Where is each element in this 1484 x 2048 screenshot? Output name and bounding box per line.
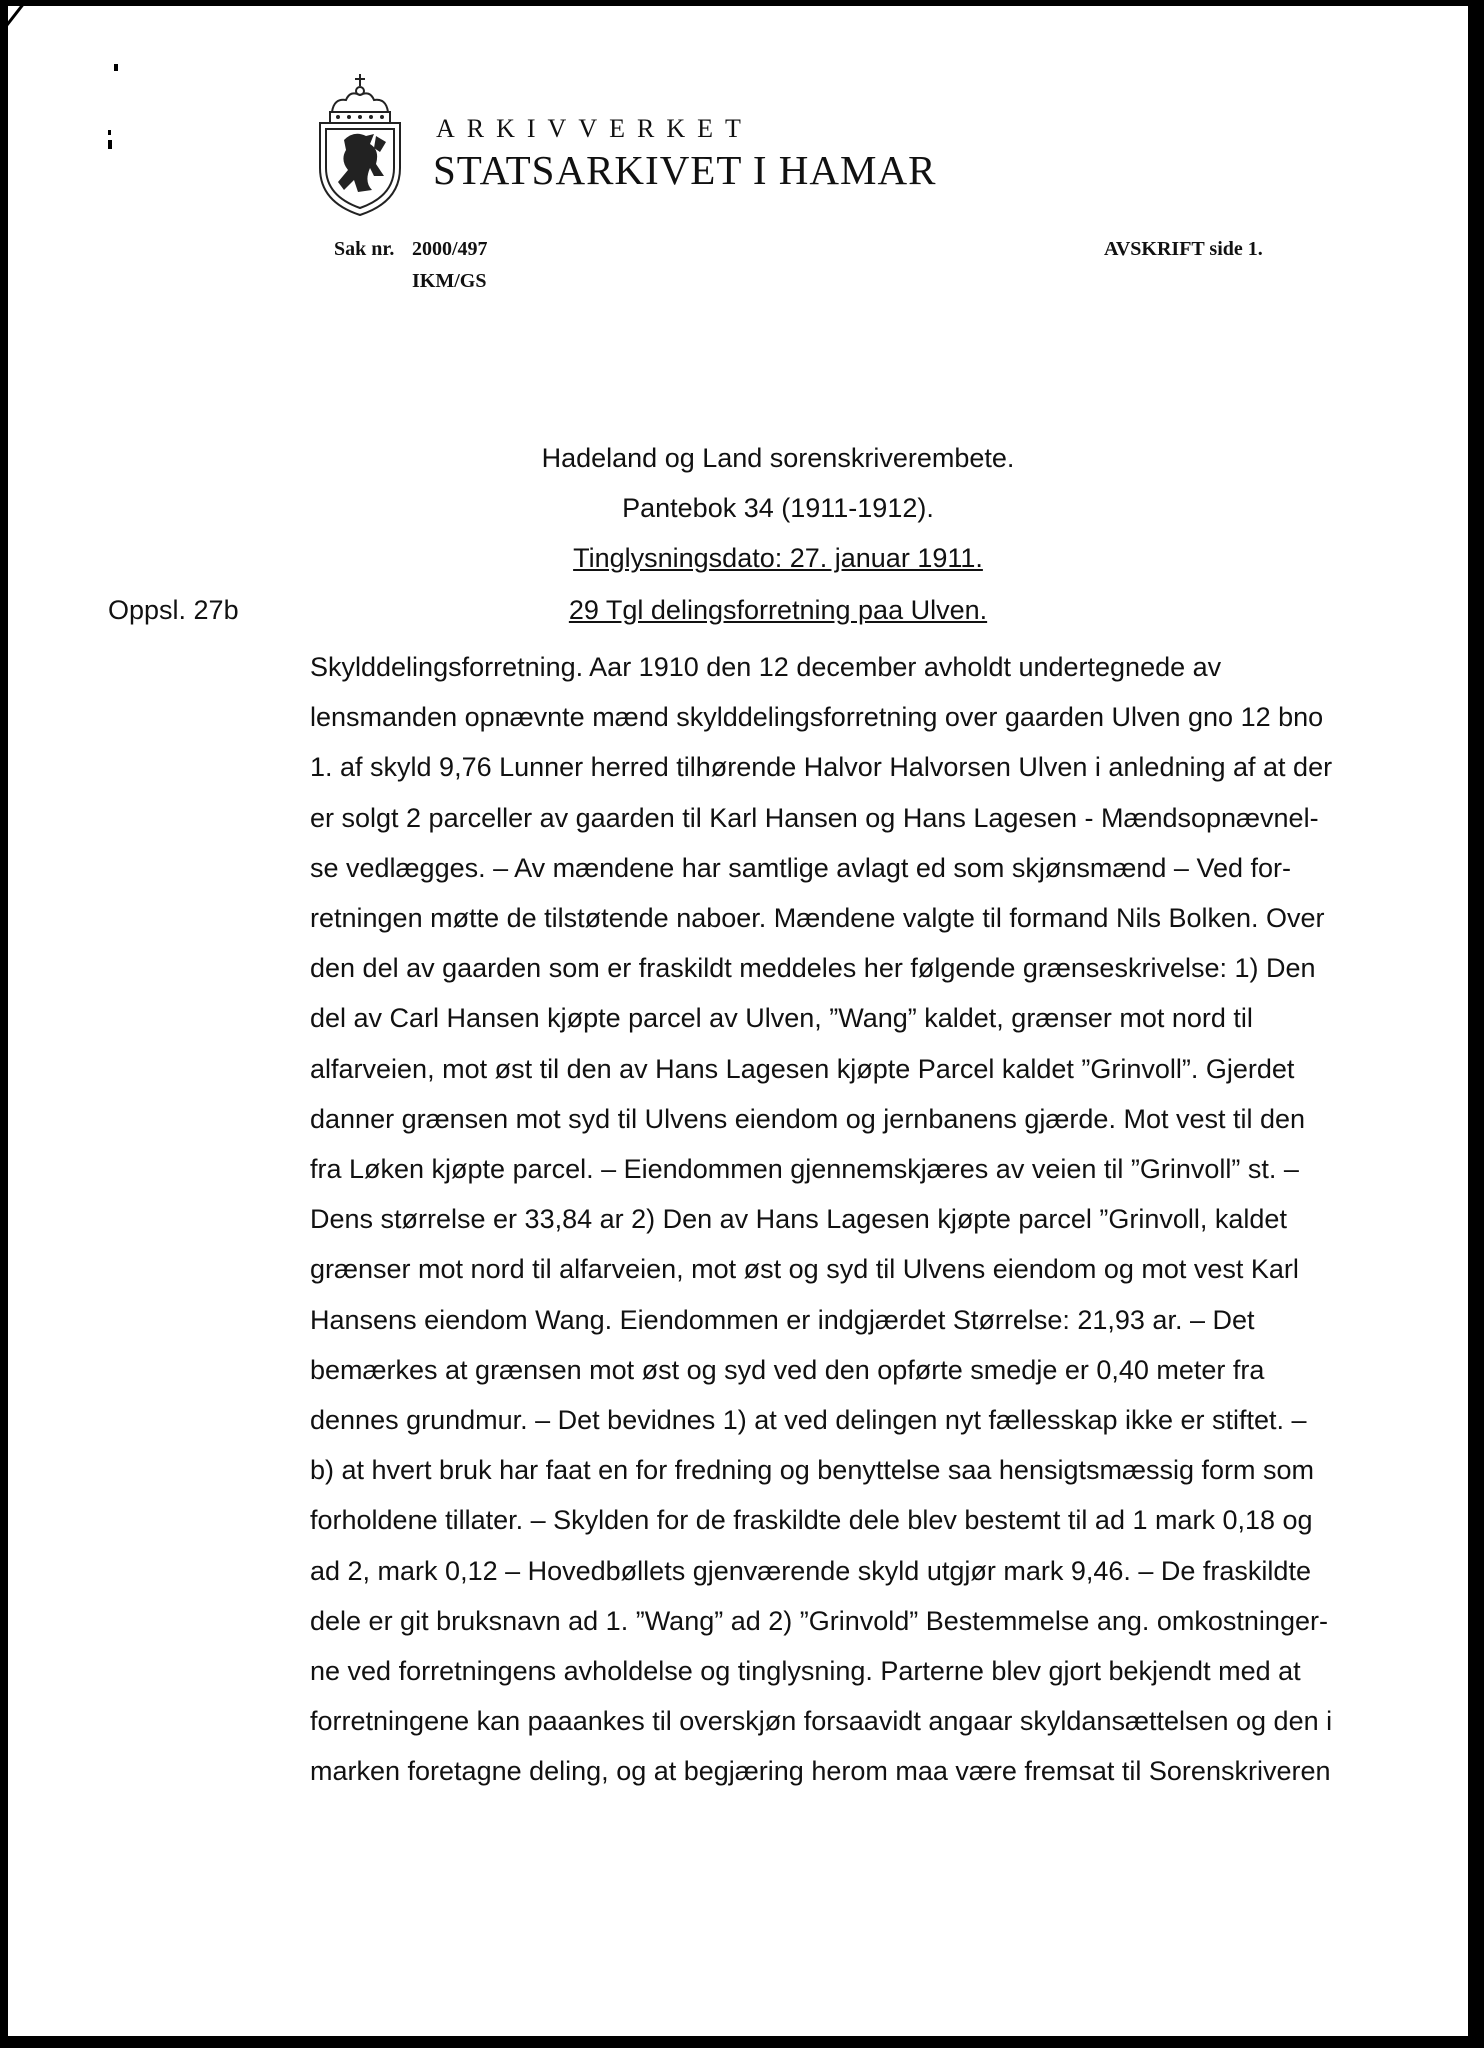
body-line: grænser mot nord til alfarveien, mot øst og syd til Ulvens eiendom og mot vest Karl (310, 1254, 1299, 1285)
page-fold-edge (8, 6, 37, 36)
body-line: forholdene tillater. – Skylden for de fraskildte dele blev bestemt til ad 1 mark 0,18 og (310, 1505, 1313, 1536)
body-line: forretningene kan paaankes til overskjøn forsaavidt angaar skyldansættelsen og den i (310, 1706, 1333, 1737)
body-line: fra Løken kjøpte parcel. – Eiendommen gjennemskjæres av veien til ”Grinvoll” st. – (310, 1154, 1299, 1185)
case-number-label: Sak nr. (334, 238, 395, 260)
margin-note: Oppsl. 27b (108, 595, 239, 625)
body-line: b) at hvert bruk har faat en for fredning og benyttelse saa hensigtsmæssig form som (310, 1455, 1314, 1486)
body-line: ad 2, mark 0,12 – Hovedbøllets gjenværende skyld utgjør mark 9,46. – De fraskildte (310, 1555, 1311, 1586)
coat-of-arms-icon (314, 72, 406, 218)
body-line: lensmanden opnævnte mænd skylddelingsforretning over gaarden Ulven gno 12 bno (310, 702, 1324, 733)
registration-date-heading (8, 543, 1468, 574)
organization-name: ARKIVVERKET (436, 114, 753, 143)
body-line: Dens størrelse er 33,84 ar 2) Den av Hans Lagesen kjøpte parcel ”Grinvoll, kaldet (310, 1204, 1287, 1235)
body-line: Skylddelingsforretning. Aar 1910 den 12 december avholdt undertegnede av (310, 652, 1222, 682)
book-heading-text: Pantebok 34 (1911-1912). (622, 493, 934, 523)
body-line: dennes grundmur. – Det bevidnes 1) at ved delingen nyt fællesskap ikke er stiftet. – (310, 1405, 1307, 1436)
body-line: marken foretagne deling, og at begjæring herom maa være fremsat til Sorenskriveren (310, 1756, 1331, 1787)
body-line: 1. af skyld 9,76 Lunner herred tilhørende Halvor Halvorsen Ulven i anledning af at der (310, 752, 1333, 783)
body-line: Hansens eiendom Wang. Eiendommen er indgjærdet Størrelse: 21,93 ar. – Det (310, 1304, 1255, 1335)
case-initials: IKM/GS (412, 270, 487, 292)
registration-date-text: Tinglysningsdato: 27. januar 1911. (573, 543, 983, 573)
book-heading (8, 493, 1468, 524)
body-line: ne ved forretningens avholdelse og tinglysning. Parterne blev gjort bekjendt med at (310, 1656, 1301, 1687)
body-line: danner grænsen mot syd til Ulvens eiendom og jernbanens gjærde. Mot vest til den (310, 1103, 1306, 1134)
scan-speck (108, 130, 111, 135)
body-line: er solgt 2 parceller av gaarden til Karl Hansen og Hans Lagesen - Mændsopnævnel- (310, 802, 1319, 833)
scan-speck (114, 64, 118, 71)
transcription-body (310, 642, 1370, 1797)
case-number: 2000/497 (412, 238, 488, 260)
entry-heading-text: 29 Tgl delingsforretning paa Ulven. (568, 595, 988, 625)
body-line: alfarveien, mot øst til den av Hans Lagesen kjøpte Parcel kaldet ”Grinvoll”. Gjerdet (310, 1053, 1295, 1084)
body-line: bemærkes at grænsen mot øst og syd ved den opførte smedje er 0,40 meter fra (310, 1354, 1265, 1385)
body-line: retningen møtte de tilstøtende naboer. Mændene valgte til formand Nils Bolken. Over (310, 903, 1325, 934)
document-page (8, 6, 1468, 2036)
body-line: den del av gaarden som er fraskildt meddeles her følgende grænseskrivelse: 1) Den (310, 953, 1316, 984)
scan-speck (108, 140, 112, 149)
copy-page-label: AVSKRIFT side 1. (1104, 238, 1263, 260)
court-heading (8, 443, 1468, 474)
body-line: del av Carl Hansen kjøpte parcel av Ulven, ”Wang” kaldet, grænser mot nord til (310, 1003, 1253, 1034)
office-name: STATSARKIVET I HAMAR (433, 147, 937, 193)
court-heading-text: Hadeland og Land sorenskriverembete. (541, 443, 1015, 473)
body-line: dele er git bruksnavn ad 1. ”Wang” ad 2) ”Grinvold” Bestemmelse ang. omkostninger- (310, 1605, 1328, 1636)
body-line: se vedlægges. – Av mændene har samtlige avlagt ed som skjønsmænd – Ved for- (310, 852, 1292, 883)
